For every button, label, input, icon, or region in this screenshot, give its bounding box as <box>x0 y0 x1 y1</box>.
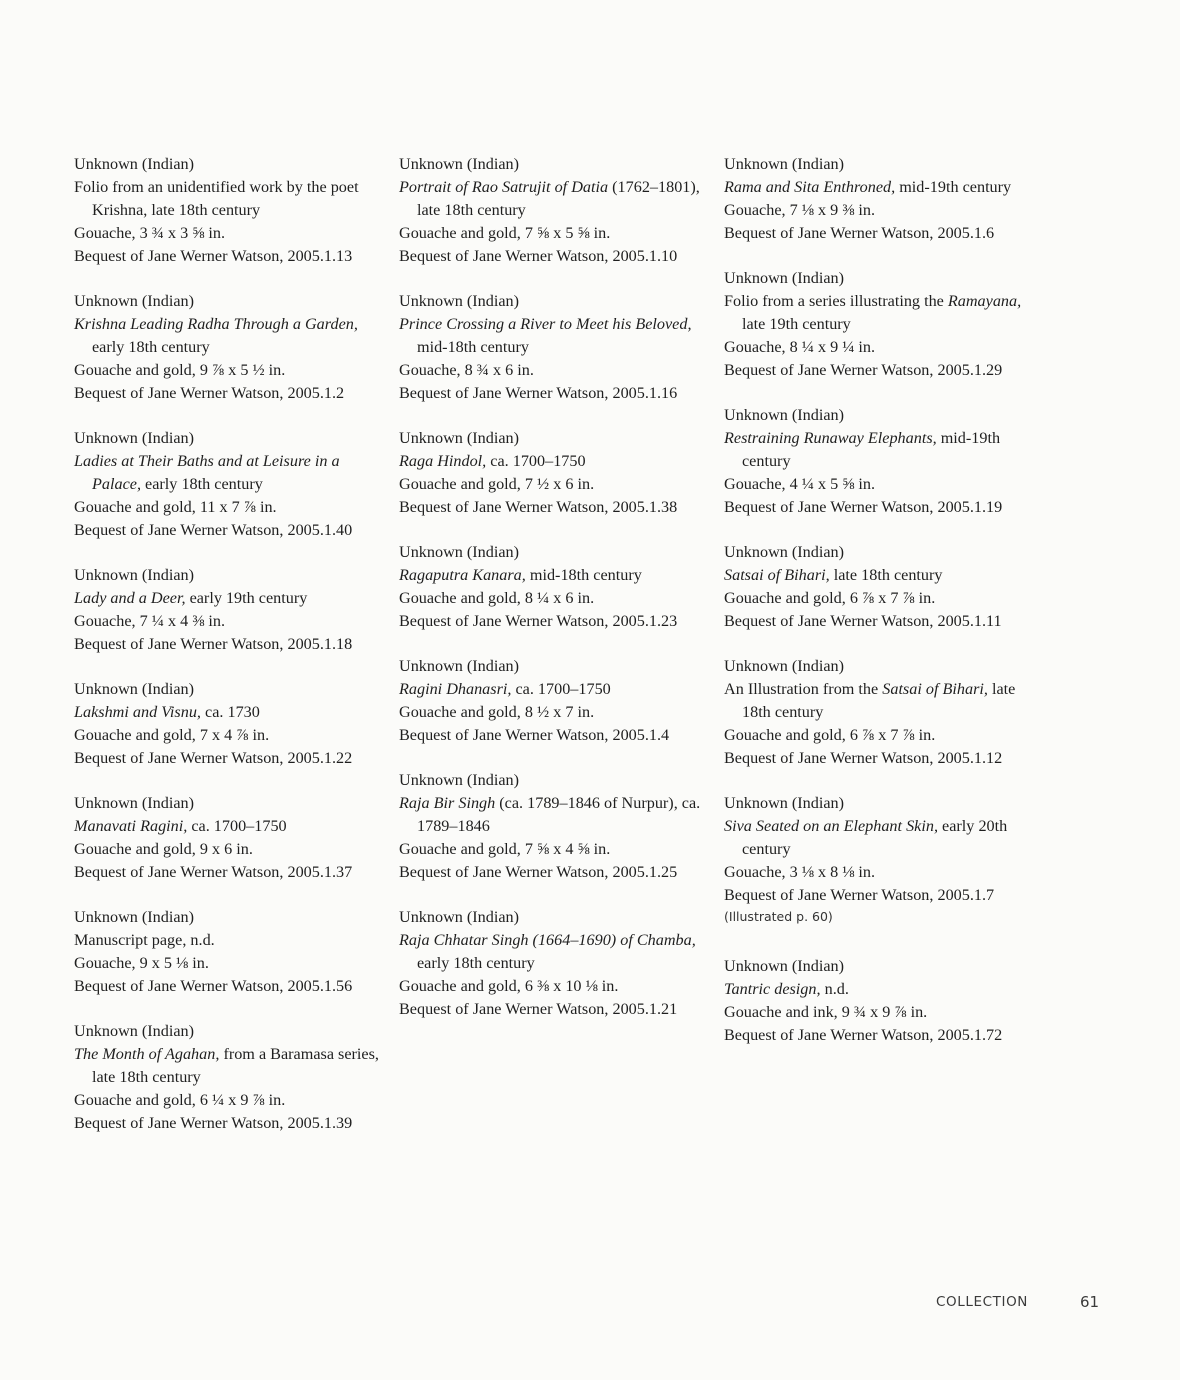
credit-line: Bequest of Jane Werner Watson, 2005.1.39 <box>74 1114 353 1132</box>
artwork-title <box>399 929 711 975</box>
catalog-entry <box>74 906 384 998</box>
title-text-segment: mid-18th century <box>525 566 642 584</box>
medium-dimensions: Gouache and gold, 6 ⅞ x 7 ⅞ in. <box>724 589 936 607</box>
artist-name: Unknown (Indian) <box>74 566 195 584</box>
title-italic-segment: Manavati Ragini, <box>74 817 188 835</box>
medium-dimensions: Gouache and gold, 6 ¼ x 9 ⅞ in. <box>74 1091 286 1109</box>
title-italic-segment: Raja Bir Singh <box>399 794 496 812</box>
title-text-segment: Folio from an unidentified work by the poet Krishna, late 18th century <box>74 178 359 219</box>
artwork-title <box>724 978 1044 1001</box>
credit-line: Bequest of Jane Werner Watson, 2005.1.25 <box>399 863 678 881</box>
title-italic-segment: Tantric design, <box>724 980 821 998</box>
artwork-title <box>724 815 1044 861</box>
catalog-entry <box>399 153 711 268</box>
title-italic-segment: Prince Crossing a River to Meet his Beloved, <box>399 315 692 333</box>
artist-name: Unknown (Indian) <box>399 543 520 561</box>
credit-line: Bequest of Jane Werner Watson, 2005.1.29 <box>724 361 1003 379</box>
artist-name: Unknown (Indian) <box>74 680 195 698</box>
catalog-column-3 <box>724 153 1044 1047</box>
catalog-entry <box>724 267 1044 382</box>
credit-line: Bequest of Jane Werner Watson, 2005.1.22 <box>74 749 353 767</box>
artwork-title <box>399 564 711 587</box>
title-italic-segment: Lakshmi and Visnu, <box>74 703 201 721</box>
title-text-segment: late 18th century <box>829 566 943 584</box>
catalog-entry <box>74 1020 384 1135</box>
title-text-segment: (ca. 1789–1846 of Nurpur), ca. 1789–1846 <box>417 794 701 835</box>
artwork-title <box>74 450 384 496</box>
credit-line: Bequest of Jane Werner Watson, 2005.1.16 <box>399 384 678 402</box>
catalog-entry <box>399 655 711 747</box>
title-text-segment: n.d. <box>820 980 849 998</box>
title-italic-segment: Portrait of Rao Satrujit of Datia <box>399 178 609 196</box>
credit-line: Bequest of Jane Werner Watson, 2005.1.19 <box>724 498 1003 516</box>
medium-dimensions: Gouache and gold, 6 ⅜ x 10 ⅛ in. <box>399 977 619 995</box>
title-text-segment: late 19th century <box>742 315 851 333</box>
catalog-entry <box>399 906 711 1021</box>
artwork-title <box>74 1043 384 1089</box>
artist-name: Unknown (Indian) <box>74 429 195 447</box>
page-footer <box>0 1294 1180 1318</box>
title-italic-segment: Ragaputra Kanara, <box>399 566 526 584</box>
credit-line: Bequest of Jane Werner Watson, 2005.1.23 <box>399 612 678 630</box>
artwork-title <box>399 450 711 473</box>
artist-name: Unknown (Indian) <box>74 794 195 812</box>
artwork-title <box>74 587 384 610</box>
title-text-segment: early 18th century <box>141 475 263 493</box>
catalog-entry <box>724 404 1044 519</box>
medium-dimensions: Gouache and gold, 11 x 7 ⅞ in. <box>74 498 277 516</box>
credit-line: Bequest of Jane Werner Watson, 2005.1.4 <box>399 726 670 744</box>
medium-dimensions: Gouache and gold, 8 ½ x 7 in. <box>399 703 595 721</box>
catalog-column-2 <box>399 153 711 1021</box>
title-text-segment: An Illustration from the <box>724 680 883 698</box>
credit-line: Bequest of Jane Werner Watson, 2005.1.18 <box>74 635 353 653</box>
artist-name: Unknown (Indian) <box>724 957 845 975</box>
medium-dimensions: Gouache and gold, 7 ½ x 6 in. <box>399 475 595 493</box>
medium-dimensions: Gouache and gold, 6 ⅞ x 7 ⅞ in. <box>724 726 936 744</box>
artist-name: Unknown (Indian) <box>399 771 520 789</box>
medium-dimensions: Gouache, 4 ¼ x 5 ⅝ in. <box>724 475 876 493</box>
title-text-segment: early 20th century <box>742 817 1008 858</box>
title-text-segment: Folio from a series illustrating the <box>724 292 948 310</box>
title-text-segment: from a Baramasa series, late 18th century <box>92 1045 379 1086</box>
title-text-segment: mid-19th century <box>895 178 1012 196</box>
artwork-title <box>724 427 1044 473</box>
artist-name: Unknown (Indian) <box>724 543 845 561</box>
artwork-title <box>74 313 384 359</box>
credit-line: Bequest of Jane Werner Watson, 2005.1.37 <box>74 863 353 881</box>
artist-name: Unknown (Indian) <box>724 155 845 173</box>
artist-name: Unknown (Indian) <box>399 908 520 926</box>
medium-dimensions: Gouache and gold, 7 ⅝ x 4 ⅝ in. <box>399 840 611 858</box>
artwork-title <box>724 564 1044 587</box>
artwork-title <box>74 176 384 222</box>
catalog-entry <box>74 290 384 405</box>
medium-dimensions: Gouache, 8 ¾ x 6 in. <box>399 361 534 379</box>
title-text-segment: Manuscript page, n.d. <box>74 931 215 949</box>
title-text-segment: ca. 1700–1750 <box>511 680 611 698</box>
artwork-title <box>399 313 711 359</box>
title-text-segment: mid-18th century <box>417 338 529 356</box>
credit-line: Bequest of Jane Werner Watson, 2005.1.40 <box>74 521 353 539</box>
artist-name: Unknown (Indian) <box>399 429 520 447</box>
illustration-note: (Illustrated p. 60) <box>724 909 833 924</box>
artist-name: Unknown (Indian) <box>399 155 520 173</box>
artist-name: Unknown (Indian) <box>74 155 195 173</box>
credit-line: Bequest of Jane Werner Watson, 2005.1.6 <box>724 224 995 242</box>
catalog-entry <box>724 655 1044 770</box>
catalog-entry <box>399 290 711 405</box>
title-italic-segment: Siva Seated on an Elephant Skin, <box>724 817 938 835</box>
title-italic-segment: Ladies at Their Baths and at Leisure in a Palace, <box>74 452 340 493</box>
medium-dimensions: Gouache and gold, 8 ¼ x 6 in. <box>399 589 595 607</box>
title-text-segment: mid-19th century <box>742 429 1001 470</box>
artwork-title <box>399 792 711 838</box>
title-text-segment: ca. 1700–1750 <box>486 452 586 470</box>
title-text-segment: (1762–1801), late 18th century <box>417 178 700 219</box>
credit-line: Bequest of Jane Werner Watson, 2005.1.38 <box>399 498 678 516</box>
section-label: COLLECTION <box>936 1294 1029 1310</box>
title-text-segment: early 19th century <box>185 589 308 607</box>
credit-line: Bequest of Jane Werner Watson, 2005.1.11 <box>724 612 1002 630</box>
credit-line: Bequest of Jane Werner Watson, 2005.1.7 <box>724 886 995 904</box>
title-text-segment: early 18th century <box>92 338 210 356</box>
title-text-segment: ca. 1730 <box>200 703 260 721</box>
artwork-title <box>724 290 1044 336</box>
medium-dimensions: Gouache and gold, 7 ⅝ x 5 ⅝ in. <box>399 224 611 242</box>
catalog-entry <box>74 564 384 656</box>
title-italic-segment: Satsai of Bihari, <box>882 680 988 698</box>
credit-line: Bequest of Jane Werner Watson, 2005.1.72 <box>724 1026 1003 1044</box>
catalog-entry <box>399 769 711 884</box>
artist-name: Unknown (Indian) <box>724 794 845 812</box>
title-italic-segment: Rama and Sita Enthroned, <box>724 178 896 196</box>
catalog-entry <box>74 678 384 770</box>
catalog-entry <box>724 955 1044 1047</box>
title-italic-segment: Lady and a Deer, <box>74 589 186 607</box>
title-text-segment: early 18th century <box>417 954 535 972</box>
title-text-segment: ca. 1700–1750 <box>187 817 287 835</box>
title-italic-segment: Raga Hindol, <box>399 452 487 470</box>
title-text-segment: late 18th century <box>742 680 1016 721</box>
medium-dimensions: Gouache and gold, 9 ⅞ x 5 ½ in. <box>74 361 286 379</box>
catalog-entry <box>74 792 384 884</box>
credit-line: Bequest of Jane Werner Watson, 2005.1.10 <box>399 247 678 265</box>
medium-dimensions: Gouache, 9 x 5 ⅛ in. <box>74 954 209 972</box>
medium-dimensions: Gouache, 3 ¾ x 3 ⅝ in. <box>74 224 226 242</box>
artist-name: Unknown (Indian) <box>74 908 195 926</box>
medium-dimensions: Gouache, 7 ¼ x 4 ⅜ in. <box>74 612 226 630</box>
catalog-entry <box>74 427 384 542</box>
credit-line: Bequest of Jane Werner Watson, 2005.1.21 <box>399 1000 678 1018</box>
credit-line: Bequest of Jane Werner Watson, 2005.1.2 <box>74 384 345 402</box>
catalog-entry <box>724 153 1044 245</box>
medium-dimensions: Gouache, 7 ⅛ x 9 ⅜ in. <box>724 201 876 219</box>
artist-name: Unknown (Indian) <box>724 657 845 675</box>
artwork-title <box>399 678 711 701</box>
catalog-entry <box>74 153 384 268</box>
artist-name: Unknown (Indian) <box>399 292 520 310</box>
title-italic-segment: The Month of Agahan, <box>74 1045 220 1063</box>
title-italic-segment: Satsai of Bihari, <box>724 566 830 584</box>
title-italic-segment: Raja Chhatar Singh (1664–1690) of Chamba, <box>399 931 696 949</box>
artist-name: Unknown (Indian) <box>724 406 845 424</box>
artwork-title <box>399 176 711 222</box>
medium-dimensions: Gouache and ink, 9 ¾ x 9 ⅞ in. <box>724 1003 928 1021</box>
artwork-title <box>74 929 384 952</box>
title-italic-segment: Ramayana, <box>947 292 1022 310</box>
catalog-entry <box>724 792 1044 927</box>
catalog-entry <box>399 427 711 519</box>
artist-name: Unknown (Indian) <box>74 1022 195 1040</box>
catalog-entry <box>724 541 1044 633</box>
artwork-title <box>74 701 384 724</box>
credit-line: Bequest of Jane Werner Watson, 2005.1.56 <box>74 977 353 995</box>
credit-line: Bequest of Jane Werner Watson, 2005.1.12 <box>724 749 1003 767</box>
medium-dimensions: Gouache and gold, 7 x 4 ⅞ in. <box>74 726 270 744</box>
artwork-title <box>74 815 384 838</box>
artist-name: Unknown (Indian) <box>724 269 845 287</box>
medium-dimensions: Gouache, 3 ⅛ x 8 ⅛ in. <box>724 863 876 881</box>
catalog-column-1 <box>74 153 384 1135</box>
artist-name: Unknown (Indian) <box>74 292 195 310</box>
artwork-title <box>724 176 1044 199</box>
title-italic-segment: Krishna Leading Radha Through a Garden, <box>74 315 358 333</box>
title-italic-segment: Ragini Dhanasri, <box>399 680 512 698</box>
medium-dimensions: Gouache and gold, 9 x 6 in. <box>74 840 253 858</box>
medium-dimensions: Gouache, 8 ¼ x 9 ¼ in. <box>724 338 876 356</box>
artist-name: Unknown (Indian) <box>399 657 520 675</box>
credit-line: Bequest of Jane Werner Watson, 2005.1.13 <box>74 247 353 265</box>
page-number: 61 <box>1080 1293 1100 1311</box>
artwork-title <box>724 678 1044 724</box>
catalog-entry <box>399 541 711 633</box>
title-italic-segment: Restraining Runaway Elephants, <box>724 429 937 447</box>
